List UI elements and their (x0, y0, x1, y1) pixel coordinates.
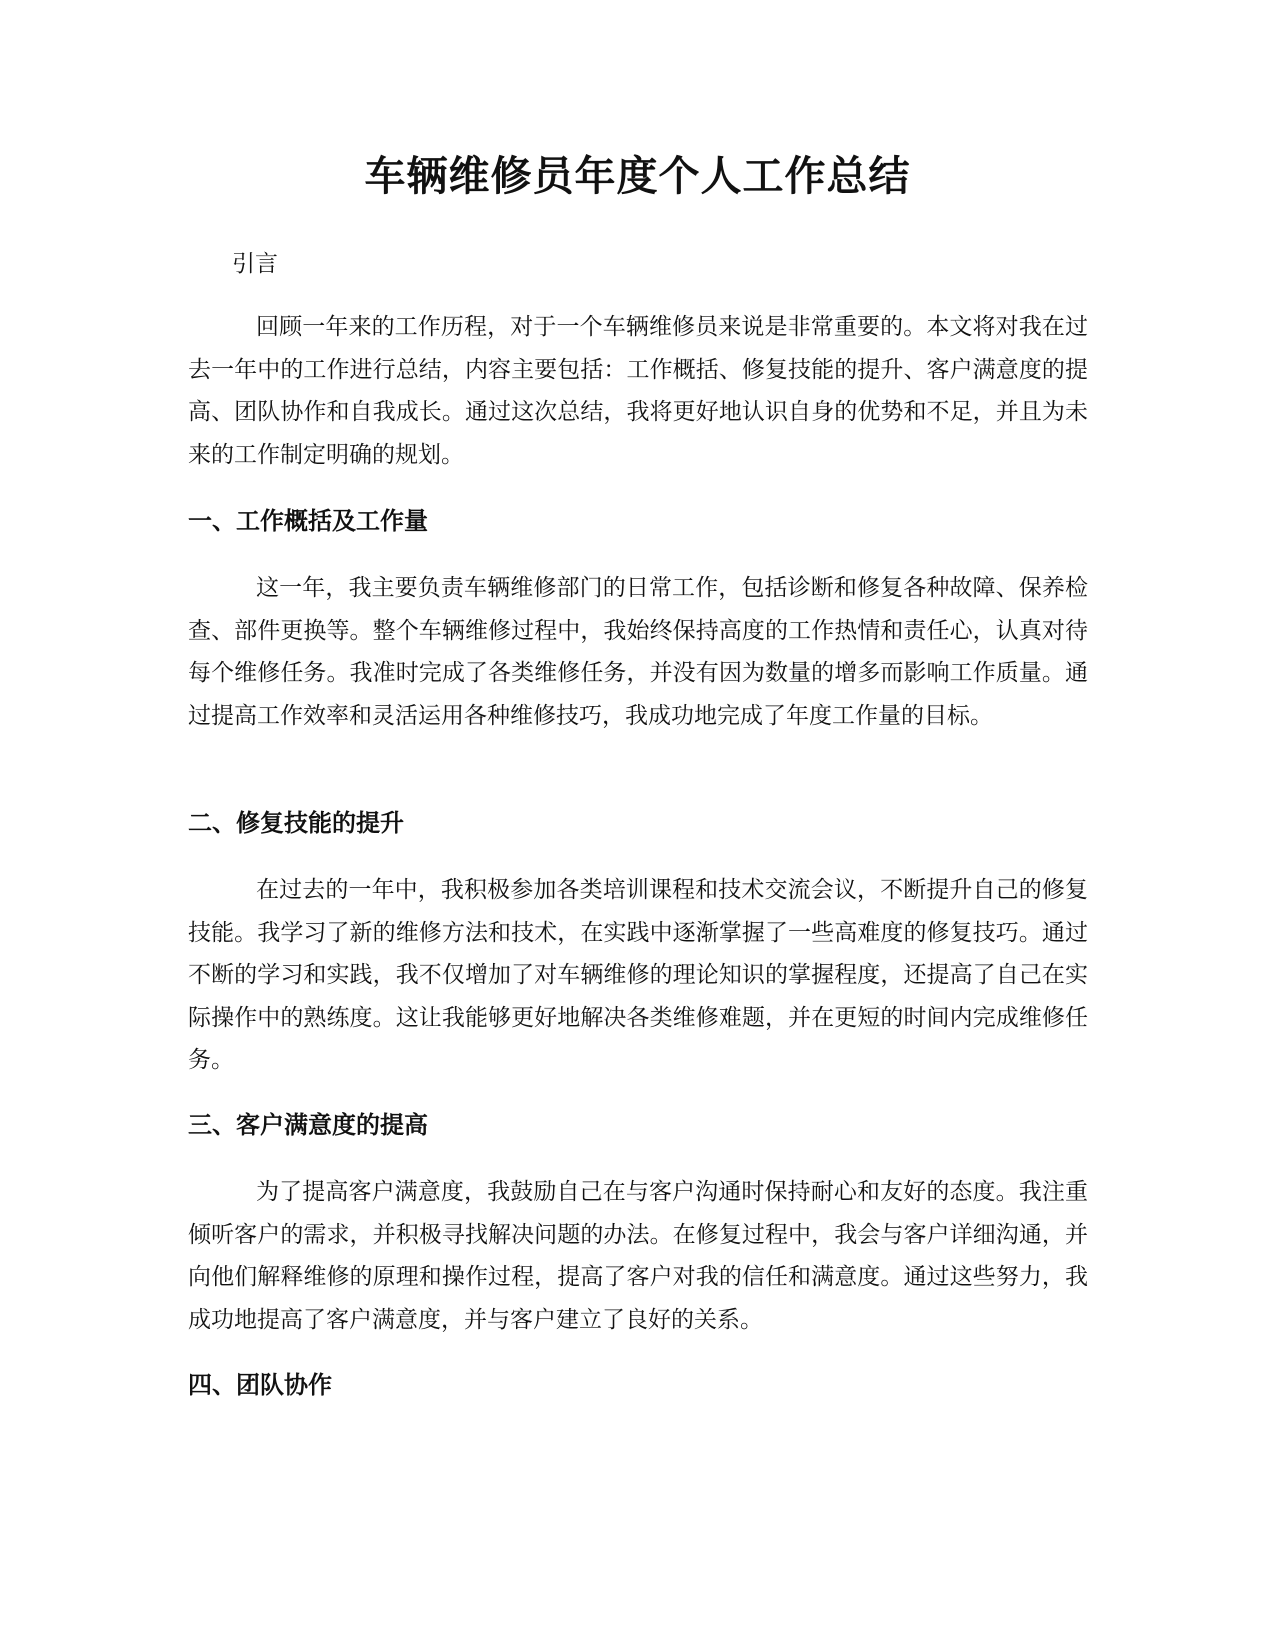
document-title: 车辆维修员年度个人工作总结 (364, 152, 911, 200)
intro-paragraph: 回顾一年来的工作历程，对于一个车辆维修员来说是非常重要的。本文将对我在过去一年中的工作进行总结，内容主要包括：工作概括、修复技能的提升、客户满意度的提高、团队协作和自我成长。通过这次总结，我将更好地认识自身的优势和不足，并且为未来的工作制定明确的规划。 (188, 314, 1088, 468)
intro-label: 引言 (232, 251, 278, 277)
section-heading-customer-satisfaction: 三、客户满意度的提高 (188, 1111, 428, 1139)
section-paragraph-skill-improvement: 在过去的一年中，我积极参加各类培训课程和技术交流会议，不断提升自己的修复技能。我学习了新的维修方法和技术，在实践中逐渐掌握了一些高难度的修复技巧。通过不断的学习和实践，我不仅增加了对车辆维修的理论知识的掌握程度，还提高了自己在实际操作中的熟练度。这让我能够更好地解决各类维修难题，并在更短的时间内完成维修任务。 (188, 877, 1088, 1073)
section-heading-teamwork: 四、团队协作 (188, 1371, 332, 1399)
section-paragraph-work-overview: 这一年，我主要负责车辆维修部门的日常工作，包括诊断和修复各种故障、保养检查、部件更换等。整个车辆维修过程中，我始终保持高度的工作热情和责任心，认真对待每个维修任务。我准时完成了各类维修任务，并没有因为数量的增多而影响工作质量。通过提高工作效率和灵活运用各种维修技巧，我成功地完成了年度工作量的目标。 (188, 575, 1088, 729)
section-paragraph-customer-satisfaction: 为了提高客户满意度，我鼓励自己在与客户沟通时保持耐心和友好的态度。我注重倾听客户的需求，并积极寻找解决问题的办法。在修复过程中，我会与客户详细沟通，并向他们解释维修的原理和操作过程，提高了客户对我的信任和满意度。通过这些努力，我成功地提高了客户满意度，并与客户建立了良好的关系。 (188, 1179, 1088, 1333)
section-heading-work-overview: 一、工作概括及工作量 (188, 507, 428, 535)
section-heading-skill-improvement: 二、修复技能的提升 (188, 809, 404, 837)
